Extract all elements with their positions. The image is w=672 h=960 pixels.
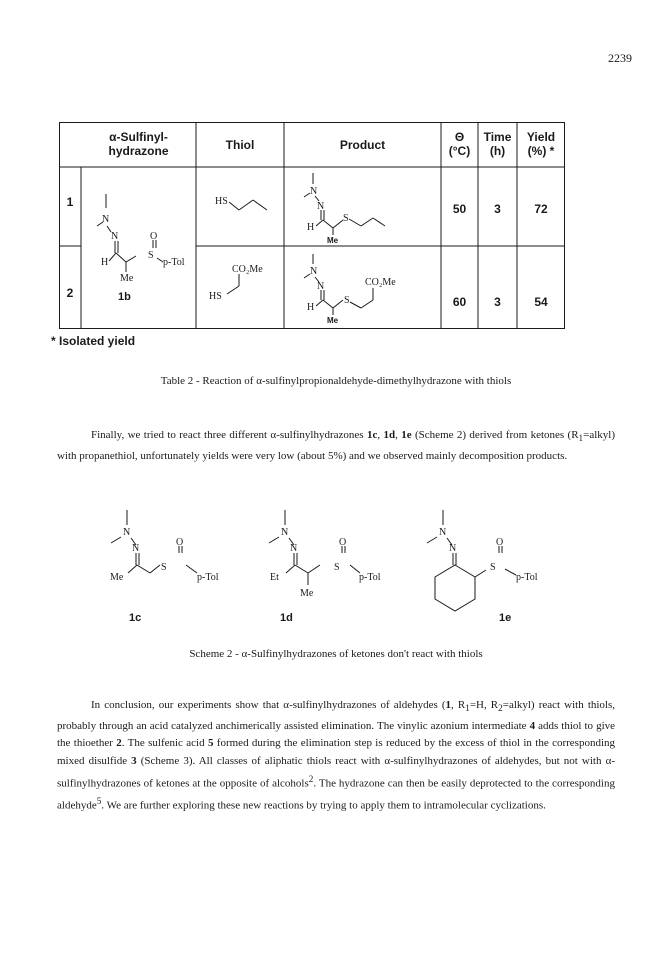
atom-label: O xyxy=(339,537,347,548)
compound-label-1c: 1c xyxy=(129,612,142,624)
atom-label: N xyxy=(290,543,298,554)
thiol-propanethiol xyxy=(229,200,267,210)
ester-label: CO₂Me xyxy=(232,264,263,275)
table-footnote: * Isolated yield xyxy=(51,334,136,348)
atom-label: S xyxy=(343,213,349,224)
atom-label: p-Tol xyxy=(516,572,538,583)
row1-entry: 1 xyxy=(66,195,74,209)
thiol-hs-label: HS xyxy=(209,291,222,302)
row2-temp: 60 xyxy=(452,295,467,309)
compound-label-1e: 1e xyxy=(499,612,512,624)
atom-label: N xyxy=(123,527,131,538)
row1-temp: 50 xyxy=(452,202,467,216)
atom-label: N xyxy=(132,543,140,554)
ester-label: CO₂Me xyxy=(365,277,396,288)
atom-label: O xyxy=(150,231,158,242)
reaction-table xyxy=(59,122,565,329)
atom-label: H xyxy=(307,302,315,313)
atom-label: N xyxy=(310,266,318,277)
atom-label: p-Tol xyxy=(163,257,185,268)
compound-label-1d: 1d xyxy=(280,612,293,624)
scheme-2 xyxy=(80,505,580,625)
header-temperature: Θ (°C) xyxy=(448,130,471,158)
atom-label: N xyxy=(439,527,447,538)
atom-label: H xyxy=(101,257,109,268)
paragraph-2: In conclusion, our experiments show that α-sulfinylhydrazones of aldehydes (1, $R_1=H$, $R_2=alkyl$) react with thiols, probably through an acid catalyzed anchimerically assisted elimination. The vinylic azonium intermediate 4 adds thiol to give the thioether 2. The sulfenic acid 5 formed during the elimination step is reduced by the excess of thiol in the corresponding mixed disulfide 3 (Scheme 3). All classes of aliphatic thiols react with α-sulfinylhydrazones of aldehydes, but not with α-sulfinylhydrazones of ketones at the opposite of alcohols$^2$. The hydrazone can then be easily deprotected to the corresponding aldehyde$^5$. We are further exploring these new reactions by trying to apply them to intramolecular cyclizations. xyxy=(57,699,616,812)
atom-label: Me xyxy=(120,273,134,284)
atom-label: N xyxy=(317,201,325,212)
atom-label: O xyxy=(496,537,504,548)
atom-label: H xyxy=(307,222,315,233)
thiol-hs-label: HS xyxy=(215,196,228,207)
atom-label: S xyxy=(490,562,496,573)
atom-label: O xyxy=(176,537,184,548)
atom-label: S xyxy=(344,295,350,306)
atom-label: p-Tol xyxy=(197,572,219,583)
thiol-ester xyxy=(227,274,239,294)
table-caption: Table 2 - Reaction of α-sulfinylpropionaldehyde-dimethylhydrazone with thiols xyxy=(160,375,512,387)
atom-label: S xyxy=(148,250,154,261)
atom-label: N xyxy=(310,186,318,197)
atom-label: S xyxy=(161,562,167,573)
row2-yield: 54 xyxy=(534,295,548,309)
atom-label: S xyxy=(334,562,340,573)
header-thiol: Thiol xyxy=(225,138,255,152)
atom-label: N xyxy=(102,214,110,225)
header-product: Product xyxy=(339,138,386,152)
atom-label: Me xyxy=(300,588,314,599)
paragraph-1: Finally, we tried to react three different α-sulfinylhydrazones 1c, 1d, 1e (Scheme 2) derived from ketones $(R_1=alkyl)$ with propanethiol, unfortunately yields were very low (about 5%) and we observed mainly decomposition products. xyxy=(57,429,615,462)
atom-label: Et xyxy=(270,572,279,583)
atom-label: Me xyxy=(327,316,339,325)
header-yield: Yield (%) * xyxy=(526,130,556,158)
row2-time: 3 xyxy=(494,295,501,309)
header-time: Time (h) xyxy=(483,130,512,158)
atom-label: N xyxy=(317,281,325,292)
row2-entry: 2 xyxy=(66,286,74,300)
atom-label: N xyxy=(449,543,457,554)
compound-label-1b: 1b xyxy=(118,291,131,303)
atom-label: Me xyxy=(327,236,339,245)
product-1-labels xyxy=(307,186,349,245)
atom-label: Me xyxy=(110,572,124,583)
row1-time: 3 xyxy=(494,202,501,216)
product-2-labels xyxy=(307,266,396,325)
page-number: 2239 xyxy=(608,51,632,65)
atom-label: N xyxy=(111,231,119,242)
product-2-structure xyxy=(304,254,373,315)
header-sulfinyl-hydrazone: α-Sulfinyl- hydrazone xyxy=(108,130,169,158)
atom-label: N xyxy=(281,527,289,538)
row1-yield: 72 xyxy=(534,202,548,216)
atom-label: p-Tol xyxy=(359,572,381,583)
compound-1b-labels xyxy=(101,214,185,303)
scheme-2-caption: Scheme 2 - α-Sulfinylhydrazones of ketones don't react with thiols xyxy=(189,648,483,660)
